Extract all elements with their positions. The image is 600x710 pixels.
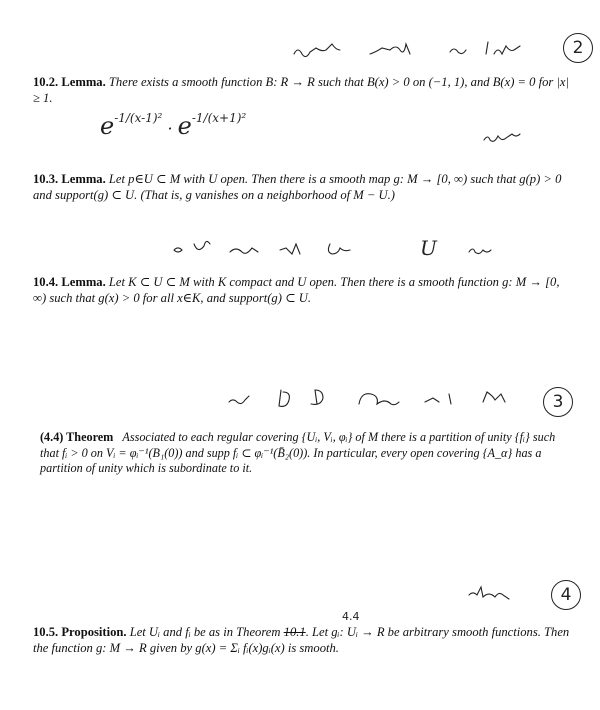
handwritten-note-top (290, 38, 560, 62)
theorem-4-4-label: (4.4) Theorem (40, 430, 114, 444)
page-circle-2: 2 (563, 33, 593, 63)
theorem-4-4 (40, 430, 560, 477)
prop-10-5-label: 10.5. Proposition. (33, 625, 127, 639)
lemma-10-3 (33, 171, 573, 203)
handwritten-note-right (480, 130, 530, 146)
lemma-10-3-label: 10.3. Lemma. (33, 172, 106, 186)
lemma-10-3-text: Let p∈U ⊂ M with U open. Then there is a smooth map g: M → [0, ∞) such that g(p) > 0 and support(g) ⊂ U. (That is, g vanishes on a neighborhood of M − U.) (33, 172, 562, 202)
lemma-10-2-text: There exists a smooth function B: R → R such that B(x) > 0 on (−1, 1), and B(x) = 0 for |x| ≥ 1. (33, 75, 569, 105)
lemma-10-4-text: Let K ⊂ U ⊂ M with K compact and U open. Then there is a smooth function g: M → [0, ∞) such that g(x) > 0 for all x∈K, and support(g) ⊂ U. (33, 275, 560, 305)
page-circle-3: 3 (543, 387, 573, 417)
prop-10-5-text-after: . Let gᵢ: Uᵢ → R be arbitrary smooth functions. Then the function g: M → R given by g(x) = Σᵢ fᵢ(x)gᵢ(x) is smooth. (33, 625, 570, 655)
handwritten-annotation-4-4: 4.4 (342, 610, 360, 623)
page-circle-4: 4 (551, 580, 581, 610)
handwritten-note-middle (170, 236, 410, 260)
handwritten-note-middle-right (466, 244, 500, 258)
handwritten-note-4 (465, 583, 525, 601)
lemma-10-4 (33, 274, 573, 306)
proposition-10-5 (33, 624, 573, 656)
theorem-4-4-text: Associated to each regular covering {Uᵢ, Vᵢ, φᵢ} of M there is a partition of unity {fᵢ} such that fᵢ > 0 on Vᵢ = φᵢ⁻¹(B₁(0)) and supp fᵢ ⊂ φᵢ⁻¹(B̄₂(0)). In particular, every open covering {A_α} has a partition of unity which is subordinate to it. (40, 430, 556, 475)
handwritten-note-3 (225, 384, 555, 412)
prop-10-5-text-before: Let Uᵢ and fᵢ be as in Theorem (129, 625, 281, 639)
handwritten-formula: $e^{-1/(x-1)^2} \cdot e^{-1/(x+1)^2}$ (100, 110, 247, 140)
lemma-10-2-label: 10.2. Lemma. (33, 75, 106, 89)
lemma-10-2 (33, 74, 573, 106)
handwritten-u: U (420, 236, 437, 260)
lemma-10-4-label: 10.4. Lemma. (33, 275, 106, 289)
prop-10-5-crossed-ref: 10.1 (283, 625, 306, 639)
